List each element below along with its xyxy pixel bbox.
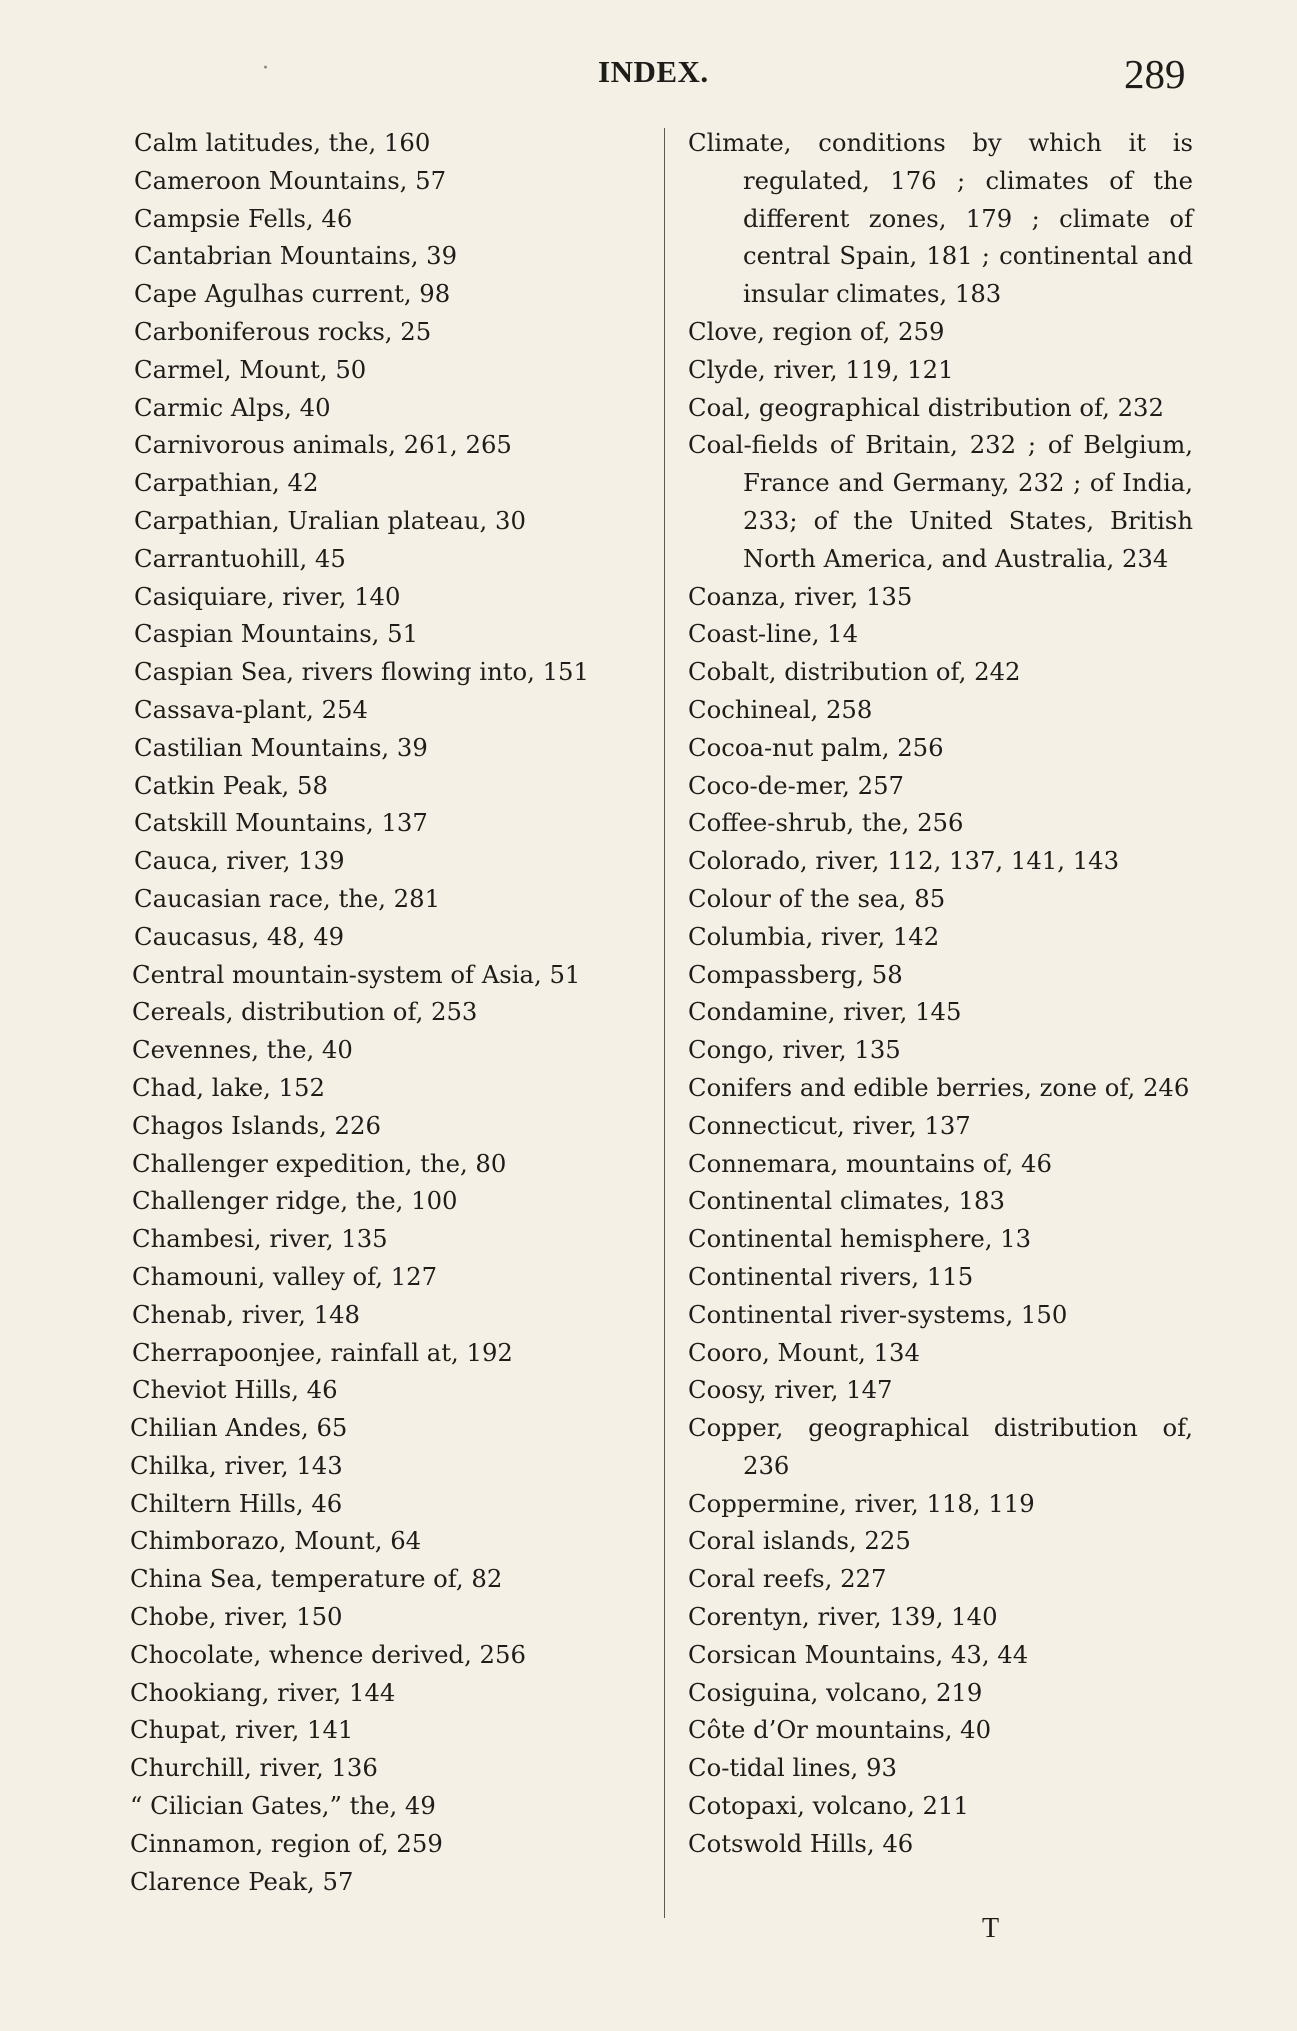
index-entry: Cereals, distribution of, 253 — [132, 997, 478, 1027]
index-entry: Cheviot Hills, 46 — [132, 1375, 338, 1405]
index-entry: Continental rivers, 115 — [688, 1261, 974, 1291]
index-entry: Chilian Andes, 65 — [130, 1413, 348, 1443]
index-entry: Co-tidal lines, 93 — [688, 1753, 897, 1783]
index-entry: Coffee-shrub, the, 256 — [688, 808, 964, 838]
index-entry: Carrantuohill, 45 — [134, 543, 346, 573]
column-divider — [664, 128, 665, 1918]
index-entry: Chiltern Hills, 46 — [130, 1488, 343, 1518]
index-entry: Coral islands, 225 — [688, 1526, 911, 1556]
index-entry: Chimborazo, Mount, 64 — [130, 1526, 422, 1556]
index-entry: “ Cilician Gates,” the, 49 — [130, 1791, 436, 1821]
index-entry: Chad, lake, 152 — [132, 1072, 325, 1102]
index-entry: Continental river-systems, 150 — [688, 1299, 1068, 1329]
index-entry: Continental hemisphere, 13 — [688, 1224, 1032, 1254]
index-entry: Coast-line, 14 — [688, 619, 859, 649]
index-entry: Chilka, river, 143 — [130, 1450, 343, 1480]
index-entry: Cherrapoonjee, rainfall at, 192 — [132, 1337, 513, 1367]
index-entry: Condamine, river, 145 — [688, 997, 962, 1027]
index-entry: Cantabrian Mountains, 39 — [134, 241, 458, 271]
index-entry: Compassberg, 58 — [688, 959, 903, 989]
index-entry: Cauca, river, 139 — [134, 846, 345, 876]
index-entry: Climate, conditions by which it is regulated, 176 ; climates of the different zones, 179 ; climate of central Spain, 181 ; continental and insular climates, 183 — [688, 128, 1193, 309]
index-entry: Casiquiare, river, 140 — [134, 581, 401, 611]
index-entry: Coal, geographical distribution of, 232 — [688, 392, 1164, 422]
index-entry: Cotopaxi, volcano, 211 — [688, 1791, 969, 1821]
header-dot: · — [262, 56, 269, 81]
signature-mark: T — [982, 1913, 1000, 1944]
index-entry: Calm latitudes, the, 160 — [134, 128, 431, 157]
index-entry: Caucasus, 48, 49 — [134, 921, 345, 951]
index-entry: Coppermine, river, 118, 119 — [688, 1488, 1035, 1518]
index-entry: Carnivorous animals, 261, 265 — [134, 430, 512, 460]
index-entry: Central mountain-system of Asia, 51 — [132, 959, 581, 989]
index-entry: Colorado, river, 112, 137, 141, 143 — [688, 846, 1120, 876]
index-entry: Coosy, river, 147 — [688, 1375, 893, 1405]
index-column-right — [688, 124, 1193, 1863]
index-entry: Cinnamon, region of, 259 — [130, 1828, 443, 1858]
index-entry: Clarence Peak, 57 — [130, 1866, 354, 1896]
index-entry: Campsie Fells, 46 — [134, 203, 353, 233]
index-entry: Continental climates, 183 — [688, 1186, 1005, 1216]
page-number: 289 — [1124, 51, 1186, 97]
index-entry: Chupat, river, 141 — [130, 1715, 354, 1745]
index-entry: Coco-de-mer, 257 — [688, 770, 904, 800]
index-entry: Connemara, mountains of, 46 — [688, 1148, 1052, 1178]
index-entry: Clove, region of, 259 — [688, 316, 945, 346]
index-entry: Connecticut, river, 137 — [688, 1110, 971, 1140]
index-entry: Corsican Mountains, 43, 44 — [688, 1639, 1029, 1669]
index-entry: Chobe, river, 150 — [130, 1602, 343, 1632]
index-entry: Coal-fields of Britain, 232 ; of Belgium, France and Germany, 232 ; of India, 233; of the United States, British North America, and Australia, 234 — [688, 430, 1193, 573]
index-entry: Cape Agulhas current, 98 — [134, 279, 451, 309]
index-entry: Chambesi, river, 135 — [132, 1224, 388, 1254]
index-entry: China Sea, temperature of, 82 — [130, 1564, 503, 1594]
index-entry: Coral reefs, 227 — [688, 1564, 887, 1594]
index-entry: Caspian Sea, rivers flowing into, 151 — [134, 657, 589, 687]
index-column-left — [130, 124, 650, 1900]
index-entry: Chagos Islands, 226 — [132, 1110, 381, 1140]
index-entry: Carmel, Mount, 50 — [134, 354, 367, 384]
index-entry: Cocoa-nut palm, 256 — [688, 732, 944, 762]
index-entry: Churchill, river, 136 — [130, 1753, 378, 1783]
index-entry: Corentyn, river, 139, 140 — [688, 1602, 998, 1632]
index-entry: Cooro, Mount, 134 — [688, 1337, 920, 1367]
page-header — [0, 50, 1297, 98]
index-entry: Challenger ridge, the, 100 — [132, 1186, 458, 1216]
index-entry: Cobalt, distribution of, 242 — [688, 657, 1021, 687]
index-entry: Catskill Mountains, 137 — [134, 808, 428, 838]
index-entry: Carpathian, Uralian plateau, 30 — [134, 505, 526, 535]
index-entry: Côte d’Or mountains, 40 — [688, 1715, 992, 1745]
index-entry: Cosiguina, volcano, 219 — [688, 1677, 983, 1707]
index-entry: Cameroon Mountains, 57 — [134, 165, 447, 195]
index-entry: Colour of the sea, 85 — [688, 883, 946, 913]
index-entry: Congo, river, 135 — [688, 1035, 901, 1065]
index-entry: Caucasian race, the, 281 — [134, 883, 441, 913]
running-title: INDEX. — [598, 54, 709, 89]
index-entry: Cotswold Hills, 46 — [688, 1828, 914, 1858]
index-entry: Chamouni, valley of, 127 — [132, 1261, 438, 1291]
index-entry: Coanza, river, 135 — [688, 581, 913, 611]
index-entry: Chocolate, whence derived, 256 — [130, 1639, 526, 1669]
index-entry: Chookiang, river, 144 — [130, 1677, 396, 1707]
index-entry: Copper, geographical distribution of, 236 — [688, 1413, 1193, 1480]
index-entry: Carpathian, 42 — [134, 468, 319, 498]
index-entry: Caspian Mountains, 51 — [134, 619, 419, 649]
index-entry: Catkin Peak, 58 — [134, 770, 328, 800]
index-entry: Conifers and edible berries, zone of, 246 — [688, 1072, 1190, 1102]
index-entry: Cochineal, 258 — [688, 694, 873, 724]
index-entry: Carmic Alps, 40 — [134, 392, 331, 422]
index-entry: Columbia, river, 142 — [688, 921, 940, 951]
index-entry: Castilian Mountains, 39 — [134, 732, 428, 762]
index-entry: Challenger expedition, the, 80 — [132, 1148, 507, 1178]
index-entry: Clyde, river, 119, 121 — [688, 354, 954, 384]
index-entry: Cassava-plant, 254 — [134, 694, 368, 724]
index-entry: Carboniferous rocks, 25 — [134, 316, 432, 346]
index-entry: Chenab, river, 148 — [132, 1299, 361, 1329]
index-entry: Cevennes, the, 40 — [132, 1035, 353, 1065]
